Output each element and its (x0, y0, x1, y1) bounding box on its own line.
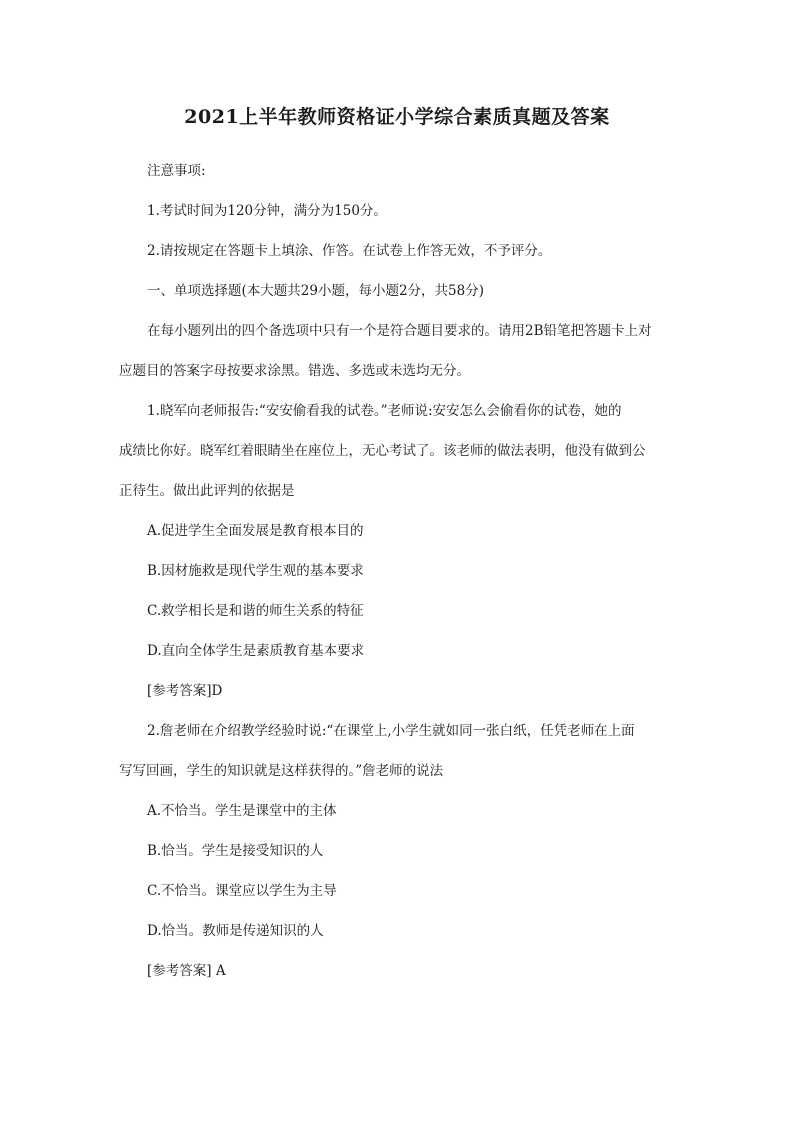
question-1-option-d: D.直向全体学生是素质教育基本要求 (147, 643, 365, 659)
document-title: 2021上半年教师资格证小学综合素质真题及答案 (184, 106, 610, 128)
instructions-line-2: 应题目的答案字母按要求涂黑。错选、多选或未选均无分。 (119, 363, 470, 379)
question-1-option-c: C.救学相长是和谐的师生关系的特征 (147, 603, 364, 619)
question-1-stem-line-3: 正待生。做出此评判的依据是 (119, 483, 295, 499)
notice-item-1: 1.考试时间为120分钟，满分为150分。 (147, 203, 387, 219)
section-heading: 一、单项选择题(本大题共29小题，每小题2分，共58分) (147, 283, 484, 299)
question-2-option-c: C.不恰当。课堂应以学生为主导 (147, 883, 337, 899)
question-1-option-a: A.促进学生全面发展是教育根本目的 (147, 523, 364, 539)
question-2-stem-line-1: 2.詹老师在介绍教学经验时说:“在课堂上,小学生就如同一张白纸，任凭老师在上面 (147, 723, 635, 739)
notice-heading: 注意事项: (147, 163, 206, 179)
notice-item-2: 2.请按规定在答题卡上填涂、作答。在试卷上作答无效，不予评分。 (147, 243, 552, 259)
question-1-option-b: B.因材施救是现代学生观的基本要求 (147, 563, 364, 579)
question-2-option-d: D.恰当。教师是传递知识的人 (147, 923, 324, 939)
question-2-option-a: A.不恰当。学生是课堂中的主体 (147, 803, 337, 819)
question-1-stem-line-2: 成绩比你好。晓军红着眼睛坐在座位上，无心考试了。该老师的做法表明，他没有做到公 (119, 443, 646, 459)
question-1-answer: [参考答案]D (147, 683, 223, 699)
question-2-answer: [参考答案] A (147, 963, 226, 979)
question-2-option-b: B.恰当。学生是接受知识的人 (147, 843, 324, 859)
question-2-stem-line-2: 写写回画，学生的知识就是这样获得的。”詹老师的说法 (119, 763, 444, 779)
instructions-line-1: 在每小题列出的四个备选项中只有一个是符合题目要求的。请用2B铅笔把答题卡上对 (147, 323, 652, 339)
question-1-stem-line-1: 1.晓军向老师报告:“安安偷看我的试卷。”老师说:安安怎么会偷看你的试卷，她的 (147, 403, 622, 419)
